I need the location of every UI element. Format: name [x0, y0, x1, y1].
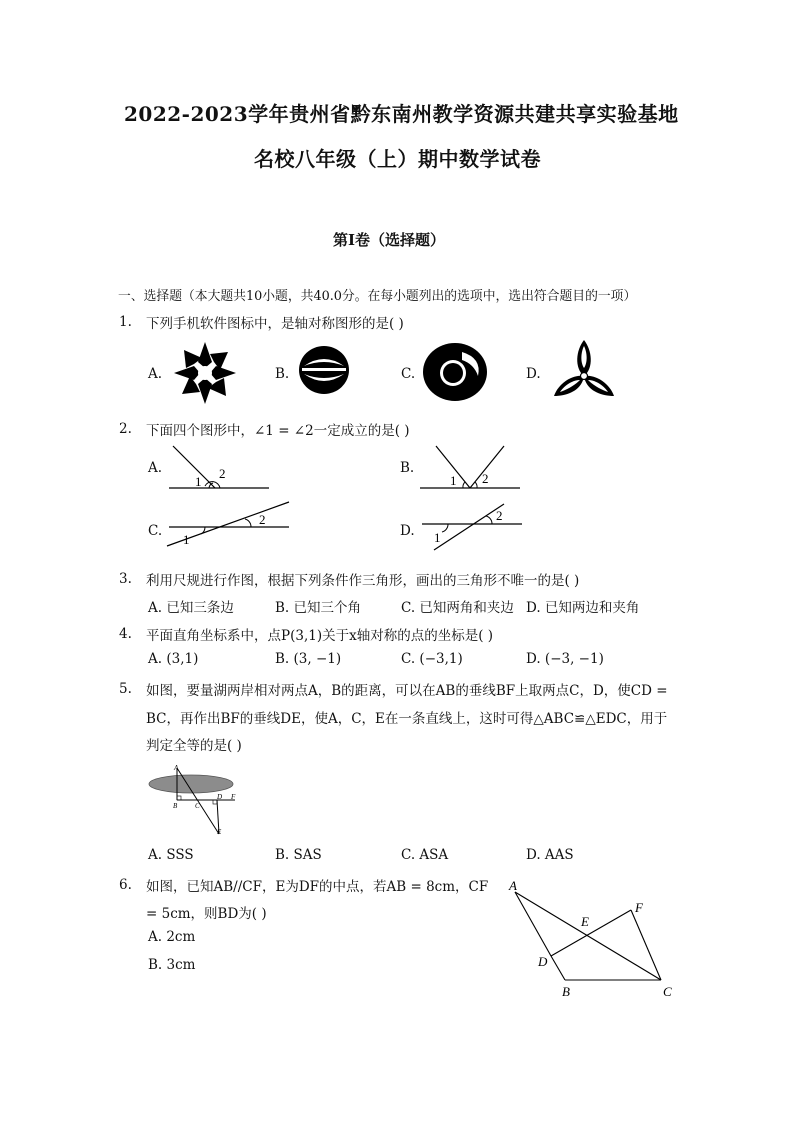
point-label: A — [509, 878, 517, 893]
option-label: B. (3, −1) — [275, 651, 342, 667]
option-label: D. — [526, 366, 541, 382]
document-title-line1: 2022-2023学年贵州省黔东南州教学资源共建共享实验基地 — [124, 102, 679, 126]
point-label: D — [538, 954, 548, 969]
point-label: F — [231, 793, 236, 801]
angle-label-1: 1 — [450, 473, 457, 488]
point-label: C — [195, 802, 200, 810]
question-text-line: = 5cm，则BD为( ) — [146, 906, 267, 922]
point-label: B — [562, 984, 570, 999]
point-label: E — [217, 828, 222, 836]
option-label: A. — [148, 460, 163, 476]
option-label: C. — [148, 523, 163, 539]
split-ellipse-icon — [298, 344, 350, 396]
section-title: 第I卷（选择题） — [333, 231, 446, 249]
question-number: 6. — [119, 877, 132, 893]
option-label: D. 已知两边和夹角 — [526, 600, 640, 616]
option-label: D. (−3, −1) — [526, 651, 604, 667]
option-label: A. 已知三条边 — [148, 600, 234, 616]
question-text: 下列手机软件图标中，是轴对称图形的是( ) — [146, 316, 404, 332]
question-text: 利用尺规进行作图，根据下列条件作三角形，画出的三角形不唯一的是( ) — [146, 573, 580, 589]
option-label: A. 2cm — [148, 929, 196, 945]
option-label: A. (3,1) — [148, 651, 199, 667]
option-label: C. ASA — [401, 847, 449, 863]
angle-figure-c — [165, 500, 293, 552]
angle-label-2: 2 — [482, 471, 489, 486]
question-text-line: 判定全等的是( ) — [146, 738, 242, 754]
option-label: A. SSS — [148, 847, 194, 863]
angle-figure-a — [165, 444, 275, 494]
option-label: B. 已知三个角 — [275, 600, 362, 616]
point-label: C — [663, 984, 672, 999]
point-label: D — [217, 793, 223, 801]
question-number: 3. — [119, 571, 132, 587]
option-label: C. — [401, 366, 416, 382]
angle-label-1: 1 — [183, 532, 190, 547]
option-label: B. 3cm — [148, 957, 196, 973]
angle-label-1: 1 — [434, 530, 441, 545]
option-label: B. SAS — [275, 847, 322, 863]
angle-label-2: 2 — [259, 512, 266, 527]
point-label: B — [173, 802, 178, 810]
option-label: A. — [148, 366, 163, 382]
point-label: F — [635, 900, 643, 915]
angle-label-1: 1 — [195, 474, 202, 489]
option-label: D. AAS — [526, 847, 574, 863]
document-title-line2: 名校八年级（上）期中数学试卷 — [254, 147, 541, 171]
option-label: C. 已知两角和夹边 — [401, 600, 514, 616]
angle-label-2: 2 — [219, 466, 226, 481]
angle-figure-b — [418, 444, 524, 494]
question-text: 平面直角坐标系中，点P(3,1)关于x轴对称的点的坐标是( ) — [146, 628, 494, 644]
option-label: B. — [275, 366, 290, 382]
point-label: E — [581, 914, 589, 929]
part-heading: 一、选择题（本大题共10小题，共40.0分。在每小题列出的选项中，选出符合题目的一项） — [118, 289, 637, 304]
point-label: A — [174, 764, 179, 772]
question-number: 2. — [119, 421, 132, 437]
swirl-circle-icon — [422, 342, 488, 402]
option-label: B. — [400, 460, 415, 476]
option-label: D. — [400, 523, 415, 539]
lake-measurement-figure — [145, 760, 245, 836]
parallel-lines-figure — [505, 876, 685, 1000]
question-text: 下面四个图形中，∠1 = ∠2一定成立的是( ) — [146, 423, 410, 439]
angle-label-2: 2 — [496, 508, 503, 523]
angle-figure-d — [420, 500, 526, 552]
question-number: 4. — [119, 626, 132, 642]
trefoil-flower-icon — [550, 338, 618, 406]
option-label: C. (−3,1) — [401, 651, 463, 667]
question-number: 5. — [119, 681, 132, 697]
question-text-line: 如图，要量湖两岸相对两点A，B的距离，可以在AB的垂线BF上取两点C，D，使CD = — [146, 683, 668, 699]
four-star-swirl-icon — [172, 340, 238, 406]
question-number: 1. — [119, 314, 132, 330]
question-text-line: BC，再作出BF的垂线DE，使A，C，E在一条直线上，这时可得△ABC≌△EDC，用于 — [146, 711, 668, 727]
question-text-line: 如图，已知AB//CF，E为DF的中点，若AB = 8cm，CF — [146, 879, 489, 895]
